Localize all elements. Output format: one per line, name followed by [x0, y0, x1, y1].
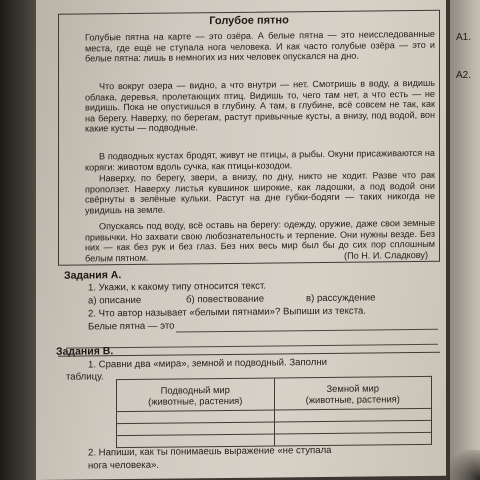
facing-page-label-a1: А1. — [456, 32, 472, 43]
table-header-land — [274, 376, 432, 410]
textbook-page — [36, 0, 446, 480]
task-b2-question-line2: нога человека». — [88, 459, 160, 472]
task-a1-option-c[interactable]: в) рассуждение — [306, 292, 376, 305]
task-a2-answer-line-1[interactable] — [176, 329, 438, 333]
paragraph-5: Опускаясь под воду, всё оставь на берегу: одежду, оружие, даже свои земные привычки. Но захвати свою любознательность и терпение. Они нужны везде. Без них — как без рук и без глаз. Без них весь мир был бы до сих пор сплошным белым пятном. — [85, 217, 435, 264]
table-header-underwater — [117, 378, 275, 412]
task-a2-answer-line-2[interactable] — [66, 344, 438, 349]
section-divider — [58, 352, 440, 357]
book-spine-shadow — [0, 0, 40, 480]
reading-title: Голубое пятно — [209, 14, 289, 28]
task-a2-question: 2. Что автор называет «белыми пятнами»? Выпиши из текста. — [88, 305, 366, 320]
paragraph-4: Наверху, по берегу, звери, а внизу, по дну, никто не ходит. Разве что рак проползет. Наверху листья кувшинок широкие, как ладошки, а под водой они свёрнуты в зелёные кульки. Растут на дне губки-бодяги — таких никогда не увидишь на земле. — [85, 169, 435, 216]
comparison-table — [116, 376, 432, 448]
paragraph-2: Что вокруг озера — видно, а что внутри — нет. Смотришь в воду, а видишь облака, деревья, пролетающих птиц. Видишь то, чего там нет, а что есть — не видишь. Пока не опустишься в глубину. А там, в глубине, всё совсем не так, как на берегу. Наверху, по берегам, растут привычные кусты, а внизу, под водой, вон какие кусты — подводные. — [85, 77, 435, 134]
paragraph-1: Голубые пятна на карте — это озёра. А белые пятна — это неисследованные места, где ещё не ступала нога человека. И как часто голубые озёра — это и белые пятна: лишь в немногих из них человек опускался на дно. — [85, 28, 435, 64]
table-cell-land[interactable] — [274, 432, 432, 446]
header-underwater-title: Подводный мир — [160, 383, 230, 396]
task-a2-answer-prefix: Белые пятна — это — [88, 320, 175, 333]
header-underwater-sub: (животные, растения) — [148, 394, 243, 407]
tasks-a-heading: Задания А. — [64, 269, 122, 282]
task-a1-option-b[interactable]: б) повествование — [186, 293, 265, 306]
reading-text-box — [58, 10, 440, 266]
header-land-title: Земной мир — [326, 381, 379, 394]
shadow-corner — [440, 450, 480, 480]
header-land-sub: (животные, растения) — [305, 392, 400, 405]
reading-attribution: (По Н. И. Сладкову) — [344, 249, 428, 261]
tasks-b-heading: Задания В. — [56, 345, 114, 358]
task-b2-question-line1: 2. Напиши, как ты понимаешь выражение «не ступала — [88, 444, 332, 459]
task-b1-question-line2: таблицу. — [66, 371, 104, 383]
task-a1-question: 1. Укажи, к какому типу относится текст. — [88, 280, 266, 294]
facing-page-label-a2: А2. — [456, 70, 472, 81]
paragraph-3: В подводных кустах бродят, живут не птицы, а рыбы. Окуни присаживаются на коряги: животом вдоль сучка, как птицы-козодои. — [85, 147, 435, 173]
task-b1-question-line1: 1. Сравни два «мира», земной и подводный. Заполни — [88, 356, 328, 371]
task-a1-option-a[interactable]: а) описание — [88, 294, 142, 307]
